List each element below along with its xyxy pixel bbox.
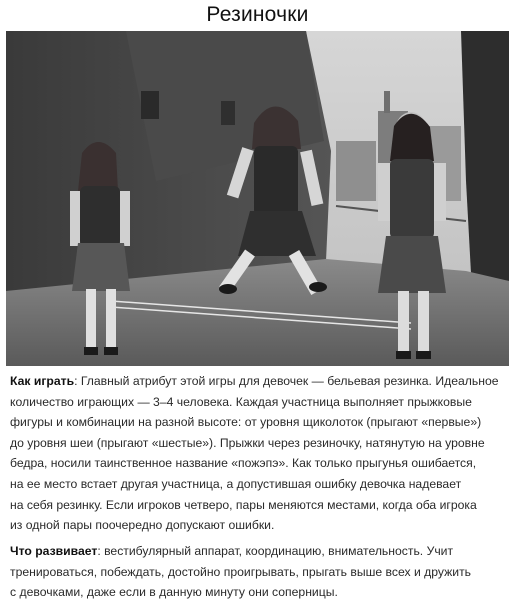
what-develops-line: Что развивает: вестибулярный аппарат, координацию, внимательность. Учит bbox=[10, 544, 454, 558]
how-to-play-line: фигуры и комбинации на разной высоте: от уровня щиколоток (прыгают «первые») bbox=[10, 415, 482, 430]
how-to-play-line: до уровня шеи (прыгают «шестые»). Прыжки через резиночку, натянутую на уровне bbox=[10, 435, 485, 450]
what-develops-line: с девочками, даже если в данную минуту они соперницы. bbox=[10, 585, 338, 600]
what-develops-line: тренироваться, побеждать, достойно проигрывать, прыгать выше всех и дружить bbox=[10, 564, 472, 579]
how-to-play-paragraph bbox=[10, 371, 508, 536]
how-to-play-line: на себя резинку. Если игроков четверо, пары меняются местами, когда оба игрока bbox=[10, 497, 477, 512]
what-develops-paragraph bbox=[10, 541, 508, 603]
how-to-play-line: на ее место встает другая участница, а допустившая ошибку девочка надевает bbox=[10, 476, 462, 491]
how-to-play-line: количество играющих — 3–4 человека. Каждая участница выполняет прыжковые bbox=[10, 394, 472, 409]
how-to-play-line: из одной пары поочередно допускают ошибки. bbox=[10, 518, 275, 533]
photo-girls-jumping-elastic bbox=[6, 31, 509, 366]
what-develops-label: Что развивает bbox=[10, 544, 98, 558]
how-to-play-label: Как играть bbox=[10, 374, 75, 388]
how-to-play-line: бедра, носили таинственное название «пожэпэ». Как только прыгунья ошибается, bbox=[10, 456, 477, 471]
page-title: Резиночки bbox=[206, 3, 309, 26]
how-to-play-line: Как играть: Главный атрибут этой игры для девочек — бельевая резинка. Идеальное bbox=[10, 374, 499, 388]
